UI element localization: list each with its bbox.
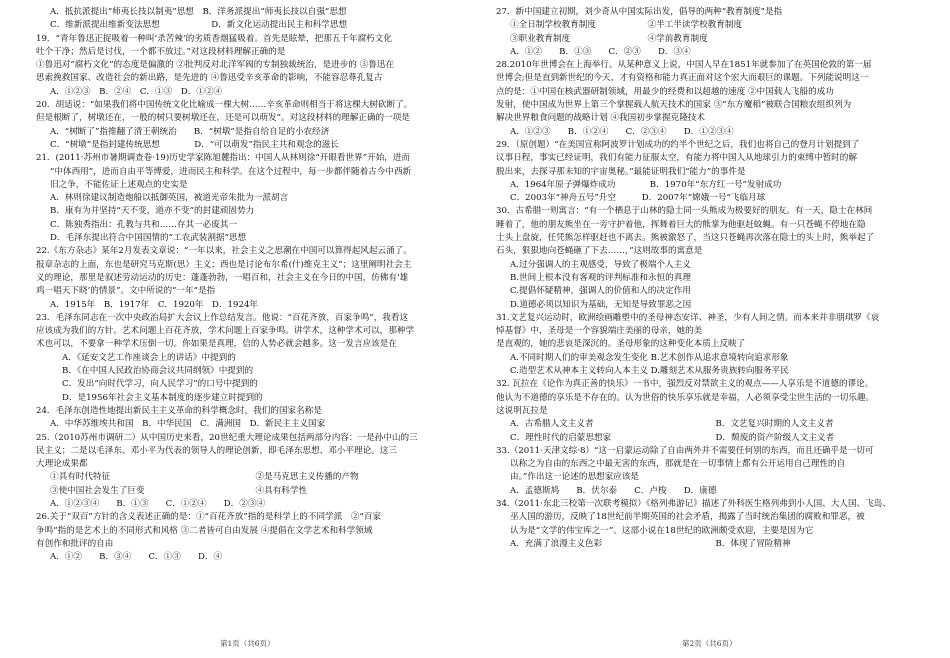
option-item: ④具有科学性	[255, 485, 308, 496]
text-line: 28.2010年世博会在上海举行。从某种意义上说，中国人早在1851年就参加了在英国伦敦的第一届	[496, 60, 872, 71]
option-item: ③使中国社会发生了巨变	[50, 485, 145, 496]
text-line: A．①②③ B．①②④ C．②③④ D．①②③④	[510, 126, 734, 137]
text-line: A．①② B．③④ C．①③ D．④	[50, 552, 223, 563]
page-number-right: 第2页（共6页）	[682, 639, 737, 648]
text-line: A．林则徐建议制造炮船以抵御英国，被道光帝朱批为一派胡言	[50, 193, 289, 204]
text-line: 睡着了，他的朋友熊坐在一旁守护着他，挥舞着巨大的熊掌为他驱赶蚊蝇。有一只苍蝇不停地在隐	[496, 219, 866, 230]
text-line: A．1915年 B．1917年 C．1920年 D．1924年	[50, 299, 259, 310]
page-number-left: 第1页（共6页）	[220, 639, 275, 648]
text-line: “中体西用”，进而自由平等博爱，进而民主和科学。在这个过程中，每一步都伴随着古今中西新	[50, 166, 412, 177]
text-line: 21．(2011·苏州市暑期调查卷·19)历史学家陈旭麓指出：中国人从林则徐“开眼看世界”开始，进而	[36, 153, 411, 164]
text-line: 有创作和批评的自由	[36, 538, 114, 549]
option-item: ①具有时代特征	[50, 472, 111, 483]
option-row	[50, 471, 461, 484]
text-line: 29．（原创题）“在美国宣称阿波罗计划成功的约半个世纪之后，我们也将自己的登月计划提到了	[496, 139, 860, 150]
left-question-tail	[36, 498, 461, 564]
text-line: 鸡一唱天下晓’的情景”。文中所说的“一年”是指	[36, 286, 216, 297]
q32-options	[496, 418, 921, 445]
text-line: C．发出“向时代学习，向人民学习”的口号中提到的	[62, 379, 258, 390]
text-line: C．2003年“神舟五号”升空 D．2007年“嫦娥一号”飞临月球	[510, 193, 766, 204]
text-line: 大理论成果都	[36, 459, 88, 470]
text-line: 他认为不道德的享乐是不存在的。认为世俗的快乐享乐就是幸福，人必须享受尘世生活的一切乐趣。	[496, 392, 875, 403]
text-line: 旧之争，不能佐证上述观点的史实是	[50, 179, 188, 190]
text-line: 是直观的，她的悲哀是深沉的。圣母形象的这种变化本质上反映了	[496, 339, 746, 350]
text-line: 脱出来，去探寻那未知的宇宙奥秘。”最能证明我们“能力”的事件是	[496, 166, 746, 177]
text-line: ①全日制学校教育制度 ②半工半读学校教育制度	[510, 20, 743, 31]
option-row	[510, 418, 921, 431]
text-line: D．是1956年社会主义基本制度的逐步建立时提到的	[62, 392, 263, 403]
text-line: C．维新派提出维新变法思想 D．新文化运动提出民主和科学思想	[50, 20, 348, 31]
text-line: 34.（2011·东北三校第一次联考模拟）《格列弗游记》描述了外科医生格列弗到小人国、大人国、飞岛、	[496, 498, 891, 509]
text-line: 26.关于“双百”方针的含义表述正确的是：①“百花齐放”指的是科学上的不同学派 ②“百家	[36, 512, 382, 523]
text-line: 吐个干净；然后是讨伐，一个都不放过。”对这段材料理解正确的是	[36, 46, 286, 57]
text-line: 报章杂志的上面，东也是研究马克斯(思）主义；西也是讨论布尔希(什)维克主义”；这里阐明社会主	[36, 259, 412, 270]
text-line: A．①②③ B．②④ C．①③ D．①②④	[50, 86, 223, 97]
text-line: C.提倡怀疑精神，强调人的价值和人的决定作用	[510, 286, 691, 297]
option-item: ②是马克思主义传播的产物	[255, 472, 359, 483]
text-line: 由。”作出这一论述的思想家应该是	[510, 472, 640, 483]
text-line: B.世间上根本没有客观的评判标准和永恒的真理	[510, 272, 691, 283]
q25-options	[36, 471, 461, 498]
text-line: 23．毛泽东同志在一次中央政治局扩大会议上作总结发言。他说：“百花齐放，百家争鸣”，我看这	[36, 312, 409, 323]
text-line: B．《在中国人民政治协商会议共同纲领》中提到的	[62, 366, 254, 377]
option-item: B．文艺复兴时期的人文主义者	[715, 419, 834, 430]
text-line: A．①② B．①③ C．②③ D．③④	[510, 46, 691, 57]
text-line: 石头，狠狠地向苍蝇砸了下去……，”这则故事的寓意是	[496, 246, 703, 257]
q34-options	[496, 538, 921, 551]
option-row	[510, 432, 921, 445]
text-line: D.道德必须以知识为基础，无知是导致罪恶之因	[510, 299, 692, 310]
right-column	[496, 6, 921, 551]
text-line: ①鲁迅对“腐朽文化”的态度是偏激的 ②批判反对北洋军阀的专制独裁统治，是进步的 ③鲁迅在	[36, 60, 395, 71]
text-line: C．陈独秀指出：孔教与共和……存其一必废其一	[50, 219, 238, 230]
text-line: 发射，使中国成为世界上第三个掌握载人航天技术的国家 ③“东方魔稻”被联合国粮农组织列为	[496, 100, 852, 111]
text-line: 以称之为自由的东西之中最无害的东西，那就是在一切事情上都有公开运用自己理性的自	[510, 459, 846, 470]
option-item: A．古希腊人文主义者	[510, 419, 594, 430]
text-line: 25.（2010苏州市调研二）从中国历史来看，20世纪重大理论成果包括两部分内容：一是孙中山的三	[36, 432, 418, 443]
text-line: A．①②③④ B．①③ C．①②④ D．②③④	[50, 498, 266, 509]
text-line: 27．新中国建立初期，刘少奇从中国实际出发，倡导的两种“教育制度”是指	[496, 7, 783, 17]
text-line: C．“树墩”是指封建传统思想 D．“可以萌发”指民主共和观念的滋长	[50, 139, 339, 150]
left-column	[36, 6, 461, 564]
right-question-block	[496, 6, 921, 418]
text-line: 应该成为我们的方针。艺术问题上百花齐放，学术问题上百家争鸣。讲学术，这种学术可以，那种学	[36, 326, 415, 337]
text-line: A．“树断了”指推翻了清王朝统治 B．“树墩”是指自给自足的小农经济	[50, 126, 330, 137]
text-line: A．1964年原子弹爆炸成功 B．1970年“东方红一号”发射成功	[510, 179, 782, 190]
text-line: 解决世界粮食问题的战略计划 ④我国初步掌握克隆技术	[496, 113, 705, 124]
text-line: 民主义；二是以毛泽东、邓小平为代表的领导人的理论创新，即毛泽东思想、邓小平理论。这三	[36, 445, 397, 456]
option-row	[50, 485, 461, 498]
option-item: B．体现了冒险精神	[715, 538, 791, 549]
text-line: 31.文艺复兴运动时，欧洲绘画雕塑中的圣母神态安详、神圣，少有人间之情。而本来并非朋琪罗《哀	[496, 312, 880, 323]
text-line: 议事日程，事实已经证明，我们有能力征服太空，有能力将中国人从地球引力的束缚中暂时的解	[496, 153, 857, 164]
option-item: A．充满了浪漫主义色彩	[510, 538, 603, 549]
text-line: A．中华苏维埃共和国 B．中华民国 C．满洲国 D．新民主主义国家	[50, 419, 326, 430]
text-line: 悼基督》中，圣母是一个容貌端庄美丽的母亲，她的美	[496, 326, 703, 337]
text-line: A.过分强调人的主观感受，导致了极端个人主义	[510, 259, 691, 270]
text-line: 32. 瓦拉在《论作为真正善的快乐》一书中，强烈反对禁欲主义的观点——人享乐是不道德的谬论。	[496, 379, 874, 390]
text-line: 义的理论，那里是叙述劳动运动的历史：蓬蓬勃勃，一唱百和，社会主义在今日的中国，仿佛有‘雄	[36, 272, 409, 283]
text-line: 点的是：①中国在核武器研制领域，用最少的经费和以超越的速度 ②中国载人飞船的成功	[496, 86, 834, 97]
text-line: 24．毛泽东创造性地提出新民主主义革命的科学概念时，我们的国家名称是	[36, 405, 322, 416]
text-line: D．毛泽东提出符合中国国情的“工农武装割据”思想	[50, 233, 247, 244]
text-line: C.造型艺术从神本主义转向人本主义 D.雕刻艺术从服务贵族转向服务平民	[510, 366, 789, 377]
text-line: A．《延安文艺工作座谈会上的讲话》中提到的	[62, 352, 236, 363]
text-line: A．孟德斯鸠 B．伏尔泰 C．卢梭 D．康德	[510, 485, 717, 496]
text-line: 22.《东方杂志》某年2月发表文章说：“一年以来，社会主义之思潮在中国可以算得起风起云涌了。	[36, 246, 412, 257]
text-line: 19．“青年鲁迅正捉吸着一种叫‘杀苦辣’的劣质香烟猛吸着。首先是眩晕，把那五千年腐朽文化	[36, 33, 392, 44]
text-line: 这说明瓦拉是	[496, 405, 548, 416]
text-line: 20．胡适说：“如果我们将中国传统文化比喻成一棵大树……辛亥革命则相当于将这棵大树砍断了。	[36, 100, 413, 111]
right-question-tail	[496, 445, 921, 538]
text-line: A.不同时期人们的审美观念发生变化 B.艺术创作从追求意境转向追求形象	[510, 352, 789, 363]
text-line: A．抵抗派提出“师夷长技以制夷”思想 B．洋务派提出“师夷长技以自强”思想	[50, 7, 347, 17]
text-line: 33.（2011·天津文综·8）“这一启蒙运动除了自由两外并不需要任何别的东西，而且还确乎是一切可	[496, 445, 874, 456]
text-line: ③职业教育制度 ④学前教育制度	[510, 33, 708, 44]
left-question-block	[36, 6, 461, 471]
option-item: D．颓废的资产阶级人文主义者	[715, 432, 835, 443]
text-line: B．康有为并坚持“天不变，道亦不变”的封建顽固势力	[50, 206, 255, 217]
text-line: 争鸣”指的是艺术上的不同形式和风格 ③二者皆可自由发展 ④提倡在文学艺术和科学领域	[36, 525, 373, 536]
text-line: 认为是“文学的伟宝库之一”。这部小说在18世纪的欧洲颇受欢迎，主要是因为它	[510, 525, 814, 536]
text-line: 世博会;但是直到新世纪的今天，才有资格和能力真正面对这个宏大而艰巨的课题。下列能说明这一	[496, 73, 869, 84]
text-line: 士头上盘旋，任凭熊怎样驱赶也不离去。熊被激怒了，当这只苍蝇再次落在隐士的头上时，熊举起了	[496, 233, 875, 244]
option-item: C．理性时代的启蒙思想家	[510, 432, 612, 443]
text-line: 巫人国的游历，反映了18世纪前半期英国的社会矛盾，揭露了当时统治集团的腐败和罪恶，被	[510, 512, 865, 523]
text-line: 术也可以，不要拿一种学术压倒一切。你如果是真理，信的人势必就会越多。这一发言应该是在	[36, 339, 397, 350]
text-line: 但是根断了，树墩还在，一般的树只要树墩还在，还是可以萌发”。对这段材料的理解正确的一项是	[36, 113, 410, 124]
text-line: 思索挽救国家、改造社会的新出路，是先进的 ④鲁迅受辛亥革命的影响，不能容忍尊孔复古	[36, 73, 383, 84]
option-row	[510, 538, 921, 551]
text-line: 30．古希腊一则寓言：“有一个栖息于山林的隐士同一头熊成为极要好的朋友。有一天，隐士在林间	[496, 206, 873, 217]
